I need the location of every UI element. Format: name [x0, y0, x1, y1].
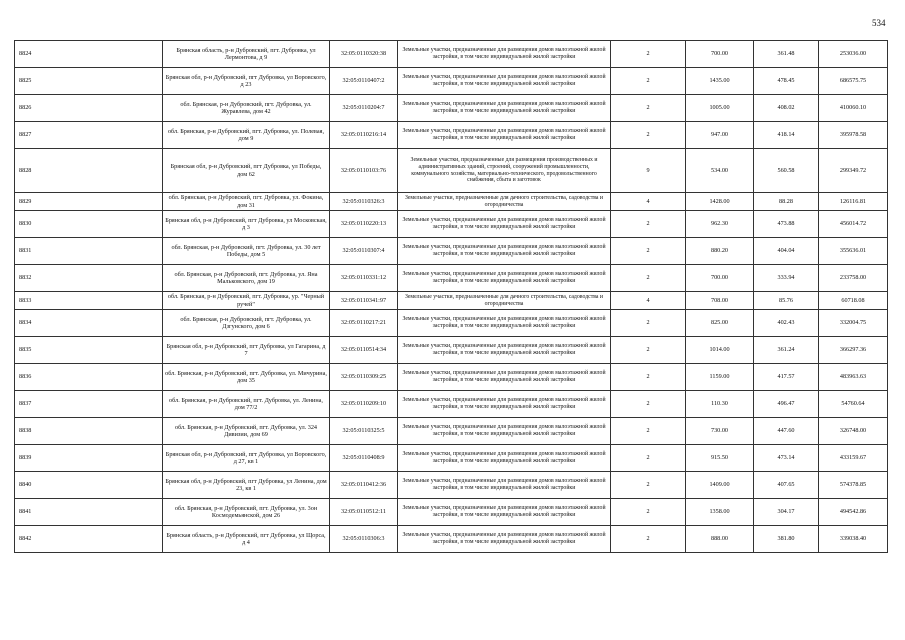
row-area: 1159.00 — [686, 364, 754, 391]
row-value: 410060.10 — [819, 95, 888, 122]
row-id: 8841 — [15, 499, 163, 526]
table-row — [15, 472, 888, 499]
row-group: 2 — [611, 95, 686, 122]
row-cadastral-number: 32:05:0110307:4 — [330, 238, 398, 265]
row-area: 534.00 — [686, 149, 754, 193]
row-group: 4 — [611, 193, 686, 211]
row-cadastral-number: 32:05:0110341:97 — [330, 292, 398, 310]
row-address: Брянская область, р-н Дубровский, пгт Дубровка, ул Щорса, д 4 — [163, 526, 330, 553]
row-area: 962.30 — [686, 211, 754, 238]
row-area: 915.50 — [686, 445, 754, 472]
row-land-use: Земельные участки, предназначенные для размещения домов малоэтажной жилой застройки, в том числе индивидуальной жилой застройки — [398, 310, 611, 337]
row-group: 2 — [611, 364, 686, 391]
row-cadastral-number: 32:05:0110412:36 — [330, 472, 398, 499]
row-cadastral-number: 32:05:0110326:3 — [330, 193, 398, 211]
row-area: 947.00 — [686, 122, 754, 149]
row-id: 8836 — [15, 364, 163, 391]
table-row — [15, 211, 888, 238]
row-group: 2 — [611, 68, 686, 95]
row-group: 2 — [611, 472, 686, 499]
row-group: 2 — [611, 122, 686, 149]
row-area: 888.00 — [686, 526, 754, 553]
row-id: 8824 — [15, 41, 163, 68]
row-cadastral-number: 32:05:0110407:2 — [330, 68, 398, 95]
row-group: 4 — [611, 292, 686, 310]
row-land-use: Земельные участки, предназначенные для размещения домов малоэтажной жилой застройки, в том числе индивидуальной жилой застройки — [398, 472, 611, 499]
row-rate: 473.14 — [754, 445, 819, 472]
row-address: обл. Брянская, р-н Дубровский, пгт. Дубровка, ул. Мичурина, дом 35 — [163, 364, 330, 391]
row-cadastral-number: 32:05:0110408:9 — [330, 445, 398, 472]
row-land-use: Земельные участки, предназначенные для размещения домов малоэтажной жилой застройки, в том числе индивидуальной жилой застройки — [398, 41, 611, 68]
row-cadastral-number: 32:05:0110103:76 — [330, 149, 398, 193]
row-value: 54760.64 — [819, 391, 888, 418]
row-cadastral-number: 32:05:0110216:14 — [330, 122, 398, 149]
row-id: 8830 — [15, 211, 163, 238]
row-rate: 407.65 — [754, 472, 819, 499]
row-id: 8828 — [15, 149, 163, 193]
row-land-use: Земельные участки, предназначенные для размещения домов малоэтажной жилой застройки, в том числе индивидуальной жилой застройки — [398, 68, 611, 95]
row-address: Брянская обл, р-н Дубровский, пгт Дубровка, ул Воровского, д 27, кв 1 — [163, 445, 330, 472]
table-row — [15, 391, 888, 418]
row-address: Брянская область, р-н Дубровский, пгт. Дубровка, ул Лермонтова, д 9 — [163, 41, 330, 68]
row-address: обл. Брянская, р-н Дубровский, пгт. Дубровка, ур. "Черный ручей" — [163, 292, 330, 310]
row-value: 60718.08 — [819, 292, 888, 310]
row-land-use: Земельные участки, предназначенные для размещения домов малоэтажной жилой застройки, в том числе индивидуальной жилой застройки — [398, 499, 611, 526]
row-land-use: Земельные участки, предназначенные для размещения домов малоэтажной жилой застройки, в том числе индивидуальной жилой застройки — [398, 337, 611, 364]
row-land-use: Земельные участки, предназначенные для дачного строительства, садоводства и огородничества — [398, 292, 611, 310]
row-address: обл. Брянская, р-н Дубровский, пгт. Дубровка, ул. Ленина, дом 77/2 — [163, 391, 330, 418]
row-area: 1435.00 — [686, 68, 754, 95]
row-area: 1358.00 — [686, 499, 754, 526]
row-id: 8838 — [15, 418, 163, 445]
row-value: 326748.00 — [819, 418, 888, 445]
row-address: обл. Брянская, р-н Дубровский, пгт. Дубровка, ул. Яна Мальковского, дом 19 — [163, 265, 330, 292]
row-rate: 88.28 — [754, 193, 819, 211]
row-value: 233758.00 — [819, 265, 888, 292]
row-group: 2 — [611, 499, 686, 526]
row-group: 9 — [611, 149, 686, 193]
row-area: 825.00 — [686, 310, 754, 337]
row-cadastral-number: 32:05:0110217:21 — [330, 310, 398, 337]
row-group: 2 — [611, 391, 686, 418]
row-id: 8840 — [15, 472, 163, 499]
row-area: 700.00 — [686, 41, 754, 68]
row-rate: 408.02 — [754, 95, 819, 122]
row-cadastral-number: 32:05:0110220:13 — [330, 211, 398, 238]
row-value: 395978.58 — [819, 122, 888, 149]
row-value: 366297.36 — [819, 337, 888, 364]
table-row — [15, 364, 888, 391]
table-row — [15, 445, 888, 472]
row-group: 2 — [611, 445, 686, 472]
row-rate: 418.14 — [754, 122, 819, 149]
row-id: 8833 — [15, 292, 163, 310]
page-number: 534 — [872, 18, 886, 28]
row-group: 2 — [611, 418, 686, 445]
row-rate: 473.88 — [754, 211, 819, 238]
row-address: Брянская обл, р-н Дубровский, пгт Дубровка, ул Московская, д 3 — [163, 211, 330, 238]
row-value: 494542.86 — [819, 499, 888, 526]
row-address: Брянская обл, р-н Дубровский, пгт Дубровка, ул Ленина, дом 23, кв 1 — [163, 472, 330, 499]
row-value: 355636.01 — [819, 238, 888, 265]
row-value: 483963.63 — [819, 364, 888, 391]
row-address: обл. Брянская, р-н Дубровский, пгт. Дубровка, ул. 3он Космодемьянской, дом 26 — [163, 499, 330, 526]
table-row — [15, 68, 888, 95]
row-cadastral-number: 32:05:0110309:25 — [330, 364, 398, 391]
row-group: 2 — [611, 526, 686, 553]
land-parcel-table — [14, 40, 888, 553]
row-cadastral-number: 32:05:0110512:11 — [330, 499, 398, 526]
row-cadastral-number: 32:05:0110306:3 — [330, 526, 398, 553]
row-land-use: Земельные участки, предназначенные для дачного строительства, садоводства и огородничества — [398, 193, 611, 211]
row-id: 8839 — [15, 445, 163, 472]
row-id: 8827 — [15, 122, 163, 149]
row-value: 332004.75 — [819, 310, 888, 337]
row-cadastral-number: 32:05:0110204:7 — [330, 95, 398, 122]
row-cadastral-number: 32:05:0110320:38 — [330, 41, 398, 68]
row-cadastral-number: 32:05:0110325:5 — [330, 418, 398, 445]
row-group: 2 — [611, 310, 686, 337]
row-land-use: Земельные участки, предназначенные для размещения домов малоэтажной жилой застройки, в том числе индивидуальной жилой застройки — [398, 526, 611, 553]
table-row — [15, 95, 888, 122]
row-id: 8837 — [15, 391, 163, 418]
row-value: 433159.67 — [819, 445, 888, 472]
row-group: 2 — [611, 238, 686, 265]
table-row — [15, 499, 888, 526]
row-land-use: Земельные участки, предназначенные для размещения домов малоэтажной жилой застройки, в том числе индивидуальной жилой застройки — [398, 445, 611, 472]
table-body — [15, 41, 888, 553]
row-value: 456014.72 — [819, 211, 888, 238]
row-address: Брянская обл, р-н Дубровский, пгт Дубровка, ул Воровского, д 23 — [163, 68, 330, 95]
row-value: 339038.40 — [819, 526, 888, 553]
row-land-use: Земельные участки, предназначенные для размещения производственных и административных зданий, строений, сооружений промышленности, коммунального хозяйства, материально-технического, продовольственного снабжения, сбыта и заготовок — [398, 149, 611, 193]
row-land-use: Земельные участки, предназначенные для размещения домов малоэтажной жилой застройки, в том числе индивидуальной жилой застройки — [398, 211, 611, 238]
table-row — [15, 292, 888, 310]
row-land-use: Земельные участки, предназначенные для размещения домов малоэтажной жилой застройки, в том числе индивидуальной жилой застройки — [398, 238, 611, 265]
row-cadastral-number: 32:05:0110331:12 — [330, 265, 398, 292]
row-address: обл. Брянская, р-н Дубровский, пгт. Дубровка, ул. Дзгунского, дом 6 — [163, 310, 330, 337]
row-land-use: Земельные участки, предназначенные для размещения домов малоэтажной жилой застройки, в том числе индивидуальной жилой застройки — [398, 122, 611, 149]
table-row — [15, 122, 888, 149]
row-address: обл. Брянская, р-н Дубровский, пгт. Дубровка, ул. 324 Дивизии, дом 69 — [163, 418, 330, 445]
row-land-use: Земельные участки, предназначенные для размещения домов малоэтажной жилой застройки, в том числе индивидуальной жилой застройки — [398, 95, 611, 122]
row-address: обл. Брянская, р-н Дубровский, пгт. Дубровка, ул. Журавлева, дом 42 — [163, 95, 330, 122]
row-area: 708.00 — [686, 292, 754, 310]
row-land-use: Земельные участки, предназначенные для размещения домов малоэтажной жилой застройки, в том числе индивидуальной жилой застройки — [398, 391, 611, 418]
row-value: 126116.81 — [819, 193, 888, 211]
row-area: 700.00 — [686, 265, 754, 292]
row-value: 253036.00 — [819, 41, 888, 68]
table-row — [15, 238, 888, 265]
row-id: 8831 — [15, 238, 163, 265]
row-rate: 361.48 — [754, 41, 819, 68]
row-area: 110.30 — [686, 391, 754, 418]
row-cadastral-number: 32:05:0110209:10 — [330, 391, 398, 418]
row-id: 8842 — [15, 526, 163, 553]
row-cadastral-number: 32:05:0110514:34 — [330, 337, 398, 364]
row-id: 8835 — [15, 337, 163, 364]
row-address: обл. Брянская, р-н Дубровский, пгт. Дубровка, ул. 30 лет Победы, дом 5 — [163, 238, 330, 265]
row-land-use: Земельные участки, предназначенные для размещения домов малоэтажной жилой застройки, в том числе индивидуальной жилой застройки — [398, 418, 611, 445]
row-area: 730.00 — [686, 418, 754, 445]
row-land-use: Земельные участки, предназначенные для размещения домов малоэтажной жилой застройки, в том числе индивидуальной жилой застройки — [398, 265, 611, 292]
row-rate: 417.57 — [754, 364, 819, 391]
row-rate: 404.04 — [754, 238, 819, 265]
row-rate: 361.24 — [754, 337, 819, 364]
row-group: 2 — [611, 211, 686, 238]
row-address: обл. Брянская, р-н Дубровский, пгт. Дубровка, ул. Фокина, дом 31 — [163, 193, 330, 211]
row-group: 2 — [611, 337, 686, 364]
row-group: 2 — [611, 41, 686, 68]
row-id: 8825 — [15, 68, 163, 95]
row-value: 686575.75 — [819, 68, 888, 95]
row-rate: 402.43 — [754, 310, 819, 337]
row-rate: 478.45 — [754, 68, 819, 95]
table-row — [15, 193, 888, 211]
row-area: 1428.00 — [686, 193, 754, 211]
row-address: Брянская обл, р-н Дубровский, пгт Дубровка, ул Победы, дом 62 — [163, 149, 330, 193]
row-rate: 496.47 — [754, 391, 819, 418]
table-row — [15, 149, 888, 193]
table-row — [15, 41, 888, 68]
row-rate: 85.76 — [754, 292, 819, 310]
table-row — [15, 310, 888, 337]
row-land-use: Земельные участки, предназначенные для размещения домов малоэтажной жилой застройки, в том числе индивидуальной жилой застройки — [398, 364, 611, 391]
row-id: 8826 — [15, 95, 163, 122]
table-row — [15, 337, 888, 364]
table-row — [15, 418, 888, 445]
row-group: 2 — [611, 265, 686, 292]
row-address: Брянская обл, р-н Дубровский, пгт Дубровка, ул Гагарина, д 7 — [163, 337, 330, 364]
table-row — [15, 526, 888, 553]
row-rate: 447.60 — [754, 418, 819, 445]
table-row — [15, 265, 888, 292]
row-id: 8834 — [15, 310, 163, 337]
row-value: 299349.72 — [819, 149, 888, 193]
row-rate: 560.58 — [754, 149, 819, 193]
row-id: 8829 — [15, 193, 163, 211]
row-area: 880.20 — [686, 238, 754, 265]
row-value: 574378.85 — [819, 472, 888, 499]
row-address: обл. Брянская, р-н Дубровский, пгт. Дубровка, ул. Полевая, дом 9 — [163, 122, 330, 149]
row-area: 1005.00 — [686, 95, 754, 122]
row-area: 1409.00 — [686, 472, 754, 499]
row-rate: 333.94 — [754, 265, 819, 292]
row-area: 1014.00 — [686, 337, 754, 364]
row-rate: 304.17 — [754, 499, 819, 526]
row-rate: 381.80 — [754, 526, 819, 553]
row-id: 8832 — [15, 265, 163, 292]
